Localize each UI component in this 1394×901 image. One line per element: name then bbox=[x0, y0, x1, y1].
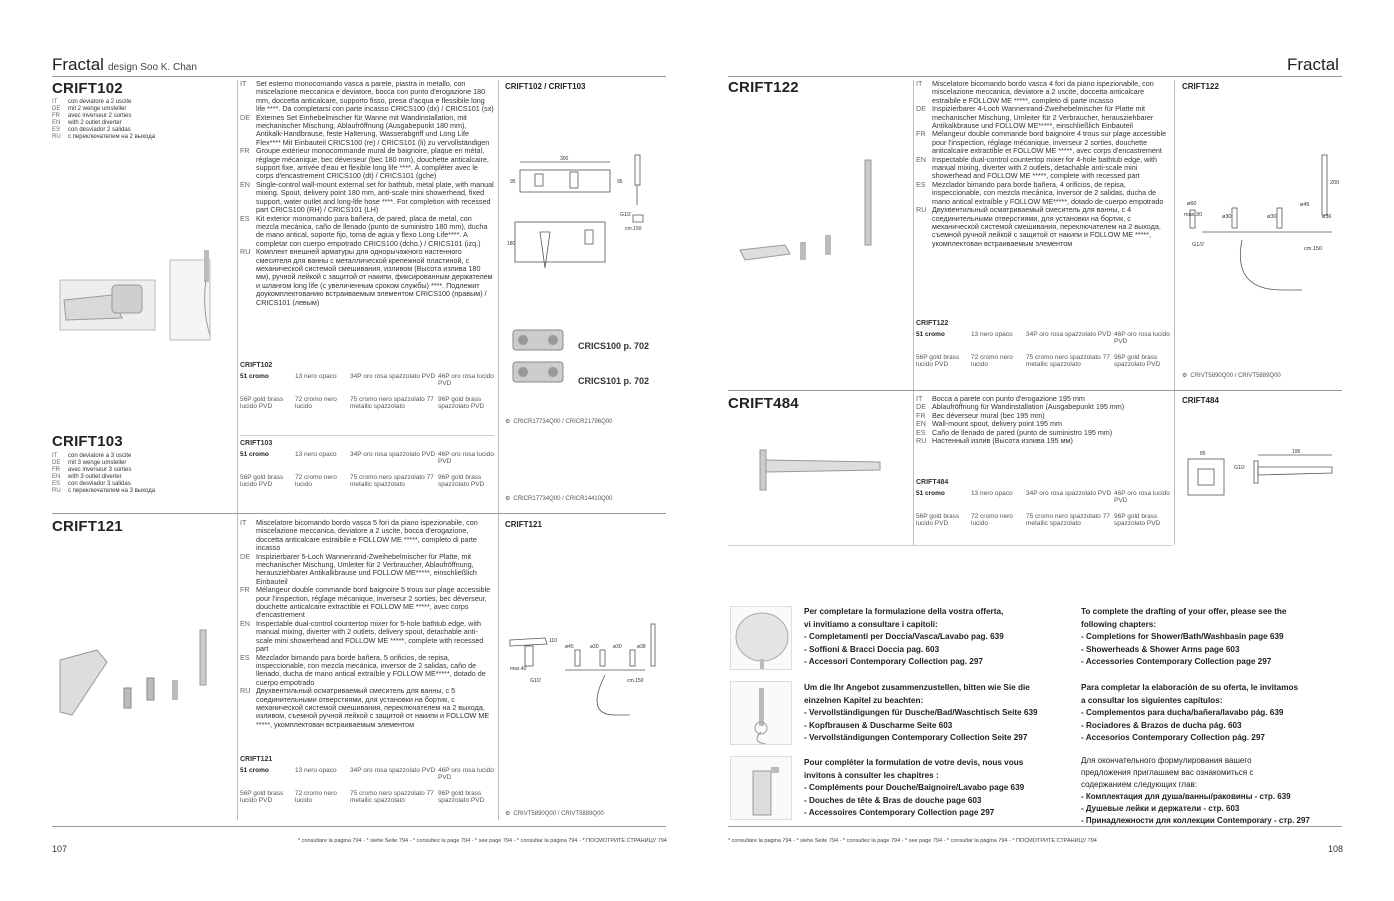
product-code: CRIFT121 bbox=[52, 518, 123, 535]
right-header: Fractal bbox=[1287, 55, 1339, 74]
note-spanish: Para completar la elaboración de su oferta, le invitamos a consultar los siguientes capítulos: - Complementos para ducha/bañera/lavabo pág. 639 - Rociadores & Brazos de ducha pág. 603 - Accesorios Contemporary Collection pág. 297 bbox=[1081, 683, 1299, 742]
footer-rule bbox=[52, 826, 666, 827]
spare-part-ref: ⚙ CRIVT5890Q00 / CRIVT5889Q00 bbox=[505, 810, 604, 817]
svg-text:ø30: ø30 bbox=[1222, 214, 1232, 220]
footer-note: * consultare la pagina 794 - * siehe Seite 794 - * consultez la page 794 - * see page 794 - * consultar la página 794 - * ПОСМОТРИТЕ СТРАНИЦУ 794 bbox=[298, 838, 667, 844]
left-header bbox=[52, 55, 197, 75]
wrench-icon: ⚙ bbox=[505, 419, 511, 425]
technical-drawing-crift102 bbox=[505, 150, 665, 285]
note-english: To complete the drafting of your offer, please see the following chapters: - Completions for Shower/Bath/Washbasin page 639 - Showerheads & Shower Arms page 603 - Accessories Contemporary Collection page 297 bbox=[1081, 607, 1287, 666]
technical-drawing-crift122 bbox=[1182, 150, 1342, 300]
wrench-icon: ⚙ bbox=[505, 811, 511, 817]
column-divider bbox=[237, 80, 238, 820]
product-photo-deck-mixer bbox=[52, 620, 222, 720]
svg-text:300: 300 bbox=[560, 156, 569, 162]
footer-note: * consultare la pagina 794 - * siehe Seite 794 - * consultez la page 794 - * see page 794 - * consultar la página 794 - * ПОСМОТРИТЕ СТРАНИЦУ 794 bbox=[728, 838, 1097, 844]
description-block: IT Set esterno monocomando vasca a parete, piastra in metallo, con miscelazione meccanica e deviatore, bocca con punto d'erogazione 180 mm, doccetta anticalcare, supporto fisso, presa d'acqua e flessibile long life ****. Da completarsi con parte incasso CRICS100 (dx) / CRICS101 (sx) DE Externes Set Einhebelmischer für Wanne mit Wandinstallation, mit mechanischer Mischung, Ablaufröffnung (Ausgabepunkt 180 mm), Antikalk-Handbrause, feste Halterung, Wasserabgriff und Long Life Flex**** Mit Einbauteil CRICS100 (re) / CRICS101 (li) zu vervollständigen FR Groupe extérieur monocommande mural de baignoire, plaque en métal, réglage mécanique, bec déverseur (bec 180 mm), douchette anticalcaire, support fixe, arrivée d'eau et flexible long life ****. À compléter avec le corps d'encastrement CRICS100 (dt) / CRICS101 (gche) EN Single-control wall-mount external set for bathtub, metal plate, with manual mixing. Spout, delivery point 180 mm, anti-scale mini showerhead, fixed support, water outlet and long-life hose ****. For completion with recessed part CRICS100 (RH) / CRICS101 (LH) ES Kit exterior monomando para bañera, de pared, placa de metal, con mezcla mecánica, caño de llenado (punto de suministro 180 mm), ducha de mano antical, soporte fijo, toma de agua y flexo Long Life****. A completar con cuerpo empotrado CRICS100 (dcho.) / CRICS101 (izq.) RU Комплект внешней арматуры для однорычажного настенного смесителя для ванны с металлической крепежной пластиной, с механической системой смешивания, изливом (Высота излива 180 мм), ручной лейкой с защитой от накипи, фиксированным держателем и шлангом long life (с увеличенным сроком службы) ****. Подлежит доукомплектованию встраиваемым элементом CRICS100 (правым) / CRICS101 (левым) bbox=[240, 79, 494, 307]
section-rule bbox=[728, 545, 1172, 546]
header-rule bbox=[52, 76, 666, 77]
column-divider bbox=[1174, 80, 1175, 545]
svg-text:110: 110 bbox=[549, 638, 557, 644]
product-code: CRIFT484 bbox=[728, 395, 799, 412]
wrench-icon: ⚙ bbox=[505, 496, 511, 502]
drawing-title: CRIFT121 bbox=[505, 520, 542, 529]
section-rule bbox=[728, 390, 1342, 391]
column-divider bbox=[913, 80, 914, 545]
technical-drawing-crift484 bbox=[1182, 445, 1342, 505]
crics100-callout[interactable]: CRICS100 p. 702 bbox=[578, 341, 650, 351]
svg-text:G1/2: G1/2 bbox=[530, 678, 541, 684]
product-code: CRIFT103 bbox=[52, 433, 123, 450]
brand-title: Fractal bbox=[52, 55, 104, 74]
svg-text:200: 200 bbox=[1330, 180, 1340, 186]
svg-text:95: 95 bbox=[510, 179, 516, 185]
svg-text:85: 85 bbox=[1200, 451, 1206, 457]
header-rule bbox=[728, 76, 1342, 77]
drawing-title: CRIFT102 / CRIFT103 bbox=[505, 82, 586, 91]
note-german: Um die Ihr Angebot zusammenzustellen, bitten wie Sie die einzelnen Kapitel zu beachten: - Vervollständigungen für Dusche/Bad/Waschtisch Seite 639 - Kopfbrausen & Duscharme Seite 603 - Vervollständigungen Contemporary Collection Seite 297 bbox=[804, 683, 1038, 742]
svg-text:G1/2: G1/2 bbox=[1234, 465, 1245, 471]
svg-text:ø30: ø30 bbox=[1267, 214, 1277, 220]
svg-text:ø38: ø38 bbox=[637, 644, 646, 650]
recessed-part-image bbox=[507, 326, 573, 386]
svg-text:cm.150: cm.150 bbox=[625, 226, 642, 232]
spare-part-ref: ⚙ CRICR17734Q00 / CRICR14410Q00 bbox=[505, 495, 613, 502]
svg-text:ø45: ø45 bbox=[1300, 202, 1310, 208]
drawing-title: CRIFT122 bbox=[1182, 82, 1219, 91]
footer-rule bbox=[728, 826, 1342, 827]
designer-credit: design Soo K. Chan bbox=[107, 62, 197, 73]
svg-text:cm.150: cm.150 bbox=[1304, 246, 1323, 252]
description-block: IT Miscelatore bicomando bordo vasca 4 fori da piano ispezionabile, con miscelazione meccanica, deviatore a 2 uscite, doccetta anticalcare estraibile e FOLLOW ME *****, completo di parte incasso DE Inspizierbarer 4-Loch Wannenrand-Zweihebelmischer für Platte mit mechanischer Mischung, Umleiter für 2 Verbraucher, herausziehbarer Antikalkbrause und FOLLOW ME*****, einschließlich Einbauteil FR Mélangeur double commande bord baignoire 4 trous sur plage accessible pour l'inspection, réglage mécanique, inverseur 2 sorties, douchette anticalcaire extractible et FOLLOW ME *****, avec corps d'encastrement EN Inspectable dual-control countertop mixer for 4-hole bathtub edge, with manual mixing, diverter with 2 outlets, detachable anti-scale mini showerhead and FOLLOW ME *****, complete with recessed part ES Mezclador bimando para borde bañera, 4 orificios, de repisa, inspeccionable, con mezcla mecánica, inversor de 2 salidas, ducha de mano antical extraíble y FOLLOW ME*****, dotado de cuerpo empotrado RU Двухвентильный осматриваемый смеситель для ванны, с 4 соединительными отверстиями, для установки на бортик, с механической системой смешивания, переключателем на 2 выхода, съемной ручной лейкой с защитой от накипи и FOLLOW ME *****, укомплектован встраиваемым элементом bbox=[916, 79, 1167, 248]
note-italian: Per completare la formulazione della vostra offerta, vi invitiamo a consultare i capitoli: - Completamenti per Doccia/Vasca/Lavabo pag. 639 - Soffioni & Bracci Doccia pag. 603 - Accessori Contemporary Collection pag. 297 bbox=[804, 607, 1004, 666]
svg-text:180: 180 bbox=[507, 241, 516, 247]
soap-dispenser-thumbnail bbox=[730, 756, 792, 820]
finishes-rule bbox=[240, 435, 494, 436]
product-photo-wall-spout bbox=[730, 440, 910, 500]
svg-text:G1/2: G1/2 bbox=[620, 212, 631, 218]
note-russian: Для окончательного формулирования вашего предложения приглашаем вас ознакомиться с содержанием следующих глав: - Комплектация для душа/ванны/раковины - стр. 639 - Душевые лейки и держатели - стр. 603 - Принадлежности для коллекции Contemporary - стр. 297 bbox=[1081, 756, 1310, 825]
product-code: CRIFT122 bbox=[728, 79, 799, 96]
svg-text:cm.150: cm.150 bbox=[627, 678, 644, 684]
showerhead-thumbnail bbox=[730, 606, 792, 670]
svg-text:ø36: ø36 bbox=[1322, 214, 1332, 220]
section-rule bbox=[52, 513, 666, 514]
column-divider bbox=[498, 80, 499, 820]
note-french: Pour compléter la formulation de votre devis, nous vous invitons à consulter les chapitres : - Compléments pour Douche/Baignoire/Lavabo page 639 - Douches de tête & Bras de douche page 603 - Accessoires Contemporary Collection page 297 bbox=[804, 758, 1025, 817]
description-block: IT Bocca a parete con punto d'erogazione 195 mm DE Ablaufröffnung für Wandinstallation (Ausgabepunkt 195 mm) FR Bec déverseur mural (bec 195 mm) EN Wall-mount spout, delivery point 195 mm ES Caño de llenado de pared (punto de suministro 195 mm) RU Настенный излив (Высота излива 195 мм) bbox=[916, 394, 1125, 446]
finishes-table: CRIFT103 51 cromo 13 nero opaco 34P oro rosa spazzolato PVD 46P oro rosa lucido PVD 56P gold brass lucido PVD 72 cromo nero lucido 75 cromo nero spazzolato 77 metallic spazzolato 96P gold brass spazzolato PVD bbox=[240, 440, 494, 488]
wrench-icon: ⚙ bbox=[1182, 373, 1188, 379]
svg-text:ø45: ø45 bbox=[565, 644, 574, 650]
svg-text:max.40: max.40 bbox=[510, 666, 527, 672]
svg-text:max.30: max.30 bbox=[1184, 212, 1203, 218]
finishes-table: CRIFT122 51 cromo 13 nero opaco 34P oro rosa spazzolato PVD 46P oro rosa lucido PVD 56P gold brass lucido PVD 72 cromo nero lucido 75 cromo nero spazzolato 77 metallic spazzolato 96P gold brass spazzolato PVD bbox=[916, 320, 1170, 368]
shower-arm-thumbnail bbox=[730, 681, 792, 745]
svg-text:195: 195 bbox=[1292, 449, 1301, 455]
technical-drawing-crift121 bbox=[505, 620, 665, 730]
product-photo-4hole-mixer bbox=[730, 150, 910, 280]
spare-part-ref: ⚙ CRICR17734Q00 / CRICR21796Q00 bbox=[505, 418, 613, 425]
variant-list: IT con deviatore a 3 uscite DE mit 3 wenge umsteller FR avec inverseur 3 sorties EN with 3 outlet diverter ES con desviador 3 salidas RU с переключателем на 3 выхода bbox=[52, 453, 156, 494]
svg-text:95: 95 bbox=[617, 179, 623, 185]
finishes-table: CRIFT484 51 cromo 13 nero opaco 34P oro rosa spazzolato PVD 46P oro rosa lucido PVD 56P gold brass lucido PVD 72 cromo nero lucido 75 cromo nero spazzolato 77 metallic spazzolato 96P gold brass spazzolato PVD bbox=[916, 479, 1170, 527]
svg-text:G1/2: G1/2 bbox=[1192, 242, 1204, 248]
svg-text:ø30: ø30 bbox=[590, 644, 599, 650]
finishes-table: CRIFT121 51 cromo 13 nero opaco 34P oro rosa spazzolato PVD 46P oro rosa lucido PVD 56P gold brass lucido PVD 72 cromo nero lucido 75 cromo nero spazzolato 77 metallic spazzolato 96P gold brass spazzolato PVD bbox=[240, 756, 494, 804]
finishes-table: CRIFT102 51 cromo 13 nero opaco 34P oro rosa spazzolato PVD 46P oro rosa lucido PVD 56P gold brass lucido PVD 72 cromo nero lucido 75 cromo nero spazzolato 77 metallic spazzolato 96P gold brass spazzolato PVD bbox=[240, 362, 494, 410]
spare-part-ref: ⚙ CRIVT5890Q00 / CRIVT5889Q00 bbox=[1182, 372, 1281, 379]
page-number: 108 bbox=[1328, 844, 1344, 854]
svg-text:ø30: ø30 bbox=[613, 644, 622, 650]
page-number: 107 bbox=[52, 844, 68, 854]
drawing-title: CRIFT484 bbox=[1182, 396, 1219, 405]
svg-text:ø60: ø60 bbox=[1187, 201, 1197, 207]
variant-list: IT con deviatore a 2 uscite DE mit 2 wenge umsteller FR avec inverseur 2 sorties EN with 2 outlet diverter ES con desviador 2 salidas RU с переключателем на 2 выхода bbox=[52, 99, 156, 140]
product-photo-wall-mixer bbox=[52, 240, 222, 350]
product-code: CRIFT102 bbox=[52, 80, 123, 97]
crics101-callout[interactable]: CRICS101 p. 702 bbox=[578, 376, 650, 386]
description-block: IT Miscelatore bicomando bordo vasca 5 fori da piano ispezionabile, con miscelazione meccanica, deviatore a 2 uscite, bocca d'erogazione, doccetta anticalcare estraibile e FOLLOW ME *****, completo di parte incasso DE Inspizierbarer 5-Loch Wannenrand-Zweihebelmischer für Platte, mit mechanischer Mischung, Umleiter für 2 Verbraucher, Ablaufröffnung, herausziehbarer Antikalkbrause und FOLLOW ME*****, einschließlich Einbauteil FR Mélangeur double commande bord baignoire 5 trous sur plage accessible pour l'inspection, réglage mécanique, inverseur 2 sorties, bec déverseur, douchette anticalcaire extractible et FOLLOW ME *****, avec corps d'encastrement EN Inspectable dual-control countertop mixer for 5-hole bathtub edge, with manual mixing, diverter with 2 outlets, delivery spout, detachable anti-scale mini showerhead and FOLLOW ME *****, complete with recessed part ES Mezclador bimando para borde bañera, 5 orificios, de repisa, inspeccionable, con mezcla mecánica, inversor de 2 salidas, caño de llenado, ducha de mano antical extraíble y FOLLOW ME*****, dotado de cuerpo empotrado RU Двухвентильный осматриваемый смеситель для ванны, с 5 соединительными отверстиями, для установки на бортик, с механической системой смешивания, переключателем на 2 выхода, изливом, съемной ручной лейкой с защитой от накипи и FOLLOW ME *****, укомплектован встраиваемым элементом bbox=[240, 518, 491, 729]
